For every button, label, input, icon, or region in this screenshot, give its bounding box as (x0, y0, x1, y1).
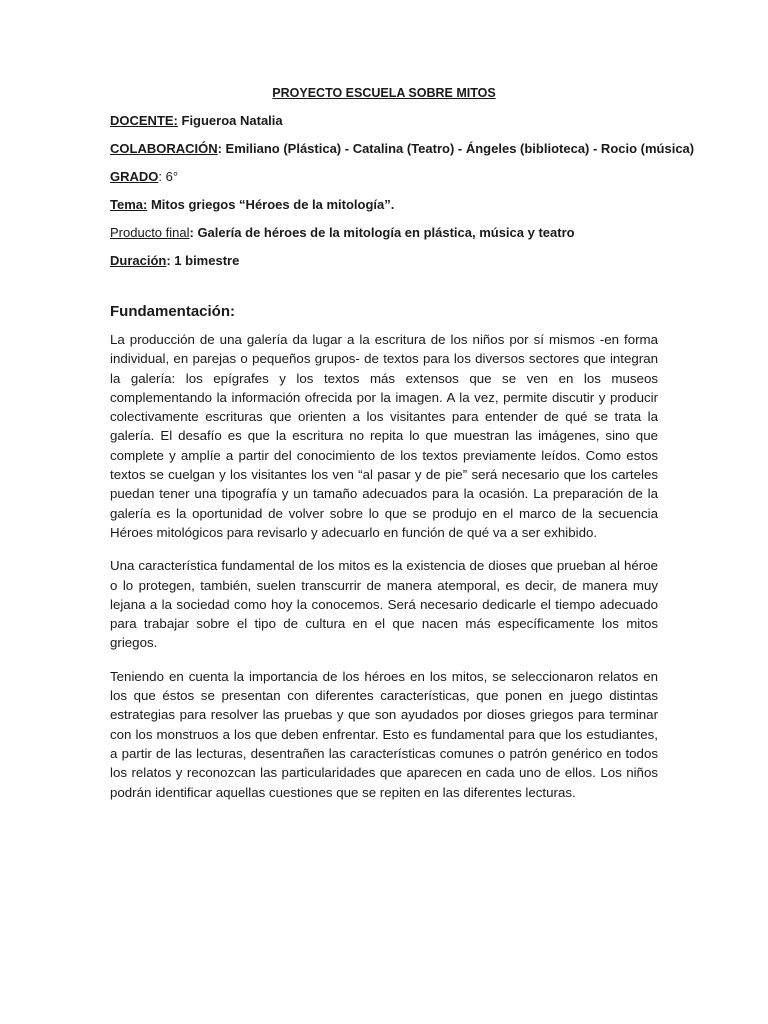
duracion-label: Duración (110, 253, 167, 268)
colaboracion-label: COLABORACIÓN (110, 141, 218, 156)
document-page (110, 86, 695, 816)
producto-label: Producto final (110, 225, 190, 240)
grado-line (110, 168, 658, 185)
producto-value: : Galería de héroes de la mitología en plástica, música y teatro (189, 225, 575, 240)
grado-label: GRADO (110, 169, 159, 184)
colaboracion-line (110, 140, 695, 157)
grado-value: : 6° (158, 169, 179, 184)
tema-line (110, 196, 658, 213)
docente-line (110, 112, 658, 129)
tema-label: Tema: (110, 197, 148, 212)
producto-line (110, 224, 658, 241)
docente-value: Figueroa Natalia (177, 113, 283, 128)
paragraph-2: Una característica fundamental de los mitos es la existencia de dioses que prueban al héroe o lo protegen, también, suelen transcurrir de manera atemporal, es decir, de manera muy lejana a la sociedad como hoy la conocemos. Será necesario dedicarle el tiempo adecuado para trabajar sobre el tipo de cultura en el que nacen más específicamente los mitos griegos. (110, 558, 658, 651)
document-title: PROYECTO ESCUELA SOBRE MITOS (272, 86, 496, 100)
docente-label: DOCENTE: (110, 113, 178, 128)
tema-value: Mitos griegos “Héroes de la mitología”. (147, 197, 395, 212)
duracion-line (110, 252, 658, 269)
section-heading: Fundamentación: (110, 303, 236, 320)
colaboracion-value: : Emiliano (Plástica) - Catalina (Teatro) - Ángeles (biblioteca) - Rocio (música) (217, 141, 695, 156)
paragraph-3: Teniendo en cuenta la importancia de los héroes en los mitos, se seleccionaron relatos en los que éstos se presentan con diferentes características, que ponen en juego distintas estrategias para resolver las pruebas y que son ayudados por dioses griegos para terminar con los monstruos a los que deben enfrentar. Esto es fundamental para que los estudiantes, a partir de las lecturas, desentrañen las características comunes o patrón genérico en todos los relatos y reconozcan las particularidades que aparecen en cada uno de ellos. Los niños podrán identificar aquellas cuestiones que se repiten en las diferentes lecturas. (110, 668, 658, 800)
duracion-value: : 1 bimestre (166, 253, 240, 268)
paragraph-1: La producción de una galería da lugar a la escritura de los niños por sí mismos -en forma individual, en parejas o pequeños grupos- de textos para los diversos sectores que integran la galería: los epígrafes y los textos más extensos que se ven en los museos complementando la información ofrecida por la imagen. A la vez, permite discutir y producir colectivamente escrituras que orienten a los visitantes para entender de qué se trata la galería. El desafío es que la escritura no repita lo que muestran las imágenes, sino que complete y amplíe a partir del conocimiento de los textos previamente leídos. Como estos textos se cuelgan y los visitantes los ven “al pasar y de pie” será necesario que los carteles puedan tener una tipografía y un tamaño adecuados para la ocasión. La preparación de la galería es la oportunidad de volver sobre lo que se produjo en el marco de la secuencia Héroes mitológicos para revisarlo y adecuarlo en función de qué va a ser exhibido. (110, 332, 658, 540)
